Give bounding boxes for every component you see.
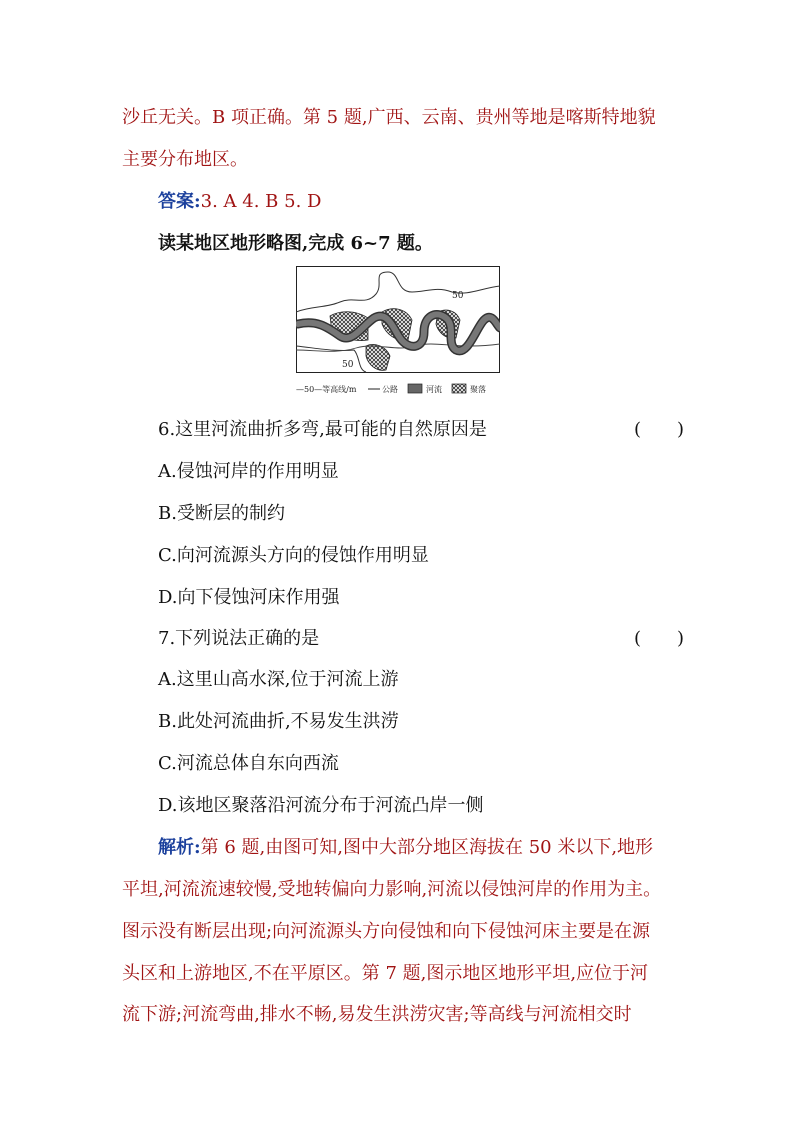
legend-contour: —50—等高线/m (296, 385, 357, 394)
answer-label: 答案: (158, 191, 201, 212)
q7-stem (158, 627, 684, 651)
analysis-line-3: 图示没有断层出现;向河流源头方向侵蚀和向下侵蚀河床主要是在源 (122, 921, 651, 942)
analysis-line-2: 平坦,河流流速较慢,受地转偏向力影响,河流以侵蚀河岸的作用为主。 (122, 879, 662, 900)
analysis-line-4: 头区和上游地区,不在平原区。第 7 题,图示地区地形平坦,应位于河 (122, 963, 649, 984)
terrain-sketch-map (296, 266, 500, 398)
q6-option-b: B.受断层的制约 (158, 503, 285, 524)
analysis-line-1-text: 第 6 题,由图可知,图中大部分地区海拔在 50 米以下,地形 (200, 837, 654, 858)
q6-answer-paren: ( ) (633, 419, 684, 440)
legend-settlement-swatch (452, 384, 466, 393)
q7-option-c: C.河流总体自东向西流 (158, 753, 339, 774)
legend-settlement: 聚落 (470, 385, 486, 394)
q7-stem-text: 7.下列说法正确的是 (158, 628, 320, 649)
legend-road: 公路 (382, 385, 398, 394)
analysis-label: 解析: (158, 837, 201, 858)
contour-label-south: 50 (342, 360, 354, 370)
q7-option-b: B.此处河流曲折,不易发生洪涝 (158, 711, 399, 732)
question-intro: 读某地区地形略图,完成 6~7 题。 (158, 233, 433, 254)
prev-analysis-line-2: 主要分布地区。 (122, 149, 248, 170)
q6-option-d: D.向下侵蚀河床作用强 (158, 587, 340, 608)
answer-text: 3. A 4. B 5. D (200, 191, 322, 212)
analysis-line-1 (158, 836, 684, 860)
q6-stem-text: 6.这里河流曲折多弯,最可能的自然原因是 (158, 419, 487, 440)
contour-label-north: 50 (452, 291, 464, 301)
answer-line (158, 190, 684, 214)
legend-river: 河流 (426, 385, 442, 394)
q6-option-a: A.侵蚀河岸的作用明显 (158, 461, 339, 482)
legend-river-swatch (408, 384, 422, 393)
q6-option-c: C.向河流源头方向的侵蚀作用明显 (158, 545, 429, 566)
prev-analysis-line-1: 沙丘无关。B 项正确。第 5 题,广西、云南、贵州等地是喀斯特地貌 (122, 107, 656, 128)
q7-option-d: D.该地区聚落沿河流分布于河流凸岸一侧 (158, 795, 484, 816)
q7-answer-paren: ( ) (633, 628, 684, 649)
analysis-line-5: 流下游;河流弯曲,排水不畅,易发生洪涝灾害;等高线与河流相交时 (122, 1004, 632, 1025)
q6-stem (158, 418, 684, 442)
q7-option-a: A.这里山高水深,位于河流上游 (158, 669, 399, 690)
